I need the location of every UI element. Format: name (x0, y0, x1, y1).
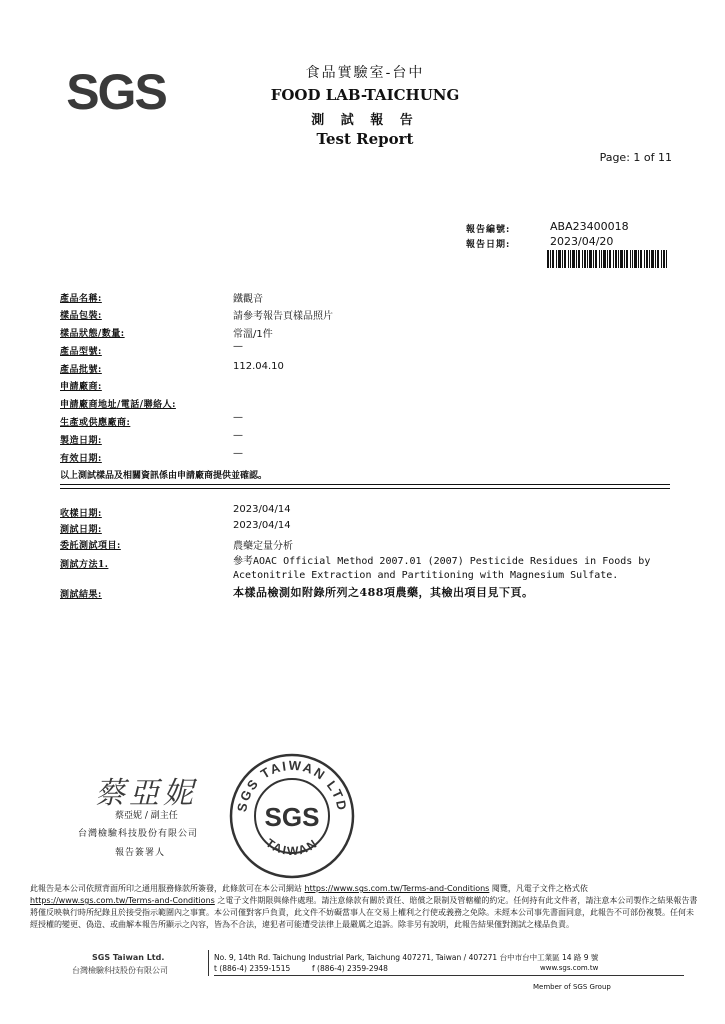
received-date-label: 收樣日期: (60, 509, 102, 519)
field-label-product-name: 產品名稱: (60, 294, 102, 304)
seal-top-text: SGS TAIWAN LTD (234, 757, 350, 814)
footer-fax: f (886-4) 2359-2948 (312, 964, 388, 973)
test-items-label: 委託測試項目: (60, 541, 121, 551)
report-number-value: ABA23400018 (550, 220, 629, 233)
field-label-applicant-contact: 申請廠商地址/電話/聯絡人: (60, 400, 176, 410)
signatory-company: 台灣檢驗科技股份有限公司 (78, 829, 199, 839)
test-method-label: 測試方法1. (60, 560, 109, 570)
footer-company-cn: 台灣檢驗科技股份有限公司 (72, 966, 168, 975)
field-label-mfg-date: 製造日期: (60, 436, 102, 446)
disclaimer-text-2: 之電子文件期限與條件處理。請注意條款有關於責任、賠償之限制及管轄權的約定。任何持有此文件者，請注意本公司製作之結果報告書將僅反映執行時所紀錄且於接受指示範圍內之事實。本公司僅對客戶負責，此文件不妨礙當事人在交易上權利之行使或義務之免除。未經本公司事先書面同意，此報告不可部份複製。任何未經授權的變更、偽造、或曲解本報告所顯示之內容，皆為不合法，違犯者可能遭受法律上最嚴厲之追訴。除非另有說明，此報告結果僅對測試之樣品負責。 (30, 896, 698, 929)
disclaimer (30, 883, 698, 931)
seal-center-text: SGS (264, 802, 320, 832)
terms-link-2[interactable]: https://www.sgs.com.tw/Terms-and-Conditions (30, 896, 215, 905)
received-date-value: 2023/04/14 (233, 504, 291, 515)
section-divider-bottom (60, 488, 670, 489)
field-value-expiry-date: — (233, 448, 243, 459)
lab-name-en: FOOD LAB-TAICHUNG (270, 86, 460, 104)
sgs-logo (66, 64, 166, 116)
report-number-label: 報告編號: (466, 225, 511, 235)
test-result-label: 測試結果: (60, 590, 102, 600)
disclaimer-text-1b: 閱覽，凡電子文件之格式依 (491, 884, 588, 893)
test-date-label: 測試日期: (60, 525, 102, 535)
field-value-manufacturer: — (233, 412, 243, 423)
test-method-value: 參考AOAC Official Method 2007.01 (2007) Pesticide Residues in Foods by Acetonitrile Extraction and Partitioning with Magnesium Sulfate. (233, 556, 651, 581)
field-label-condition: 樣品狀態/數量: (60, 329, 125, 339)
report-date-label: 報告日期: (466, 240, 511, 250)
terms-link-1[interactable]: https://www.sgs.com.tw/Terms-and-Conditions (304, 884, 490, 893)
field-label-packaging: 樣品包裝: (60, 311, 102, 321)
sgs-taiwan-seal (228, 752, 356, 880)
footer-member: Member of SGS Group (533, 983, 611, 991)
field-label-applicant: 申請廠商: (60, 382, 102, 392)
report-title-en: Test Report (316, 130, 414, 148)
signatory-role: 報告簽署人 (115, 848, 166, 858)
field-value-mfg-date: — (233, 430, 243, 441)
field-label-batch: 產品批號: (60, 365, 102, 375)
report-title-cn: 測 試 報 告 (311, 113, 419, 128)
field-value-batch: 112.04.10 (233, 361, 284, 372)
footer-divider-horizontal (214, 975, 684, 976)
handwritten-signature: 蔡亞妮 (95, 776, 197, 811)
footer-tel: t (886-4) 2359-1515 (214, 964, 291, 973)
page-number: Page: 1 of 11 (599, 151, 672, 164)
field-value-model: — (233, 341, 243, 352)
field-label-manufacturer: 生產或供應廠商: (60, 418, 131, 428)
svg-text:SGS: SGS (66, 64, 166, 116)
footer-website[interactable]: www.sgs.com.tw (540, 964, 599, 972)
footer-address: No. 9, 14th Rd. Taichung Industrial Park, Taichung 407271, Taiwan / 407271 台中市台中工業區 14 路 9 號 (214, 953, 599, 962)
footer-divider-vertical (208, 950, 209, 976)
field-label-model: 產品型號: (60, 347, 102, 357)
section-divider-top (60, 484, 670, 485)
field-value-product-name: 鐵觀音 (233, 294, 263, 305)
field-label-expiry-date: 有效日期: (60, 454, 102, 464)
field-value-packaging: 請參考報告頁樣品照片 (233, 311, 333, 322)
test-items-value: 農藥定量分析 (233, 541, 293, 552)
barcode-icon (547, 250, 667, 268)
seal-bottom-text: TAIWAN (263, 835, 321, 859)
disclaimer-text-1a: 此報告是本公司依照背面所印之通用服務條款所簽發，此條款可在本公司網站 (30, 884, 302, 893)
field-value-condition: 常溫/1件 (233, 329, 273, 340)
fields-note: 以上測試樣品及相關資訊係由申請廠商提供並確認。 (60, 471, 268, 481)
footer-company-en: SGS Taiwan Ltd. (92, 953, 165, 962)
report-date-value: 2023/04/20 (550, 235, 614, 248)
signatory-name-title: 蔡亞妮 / 副主任 (115, 811, 178, 821)
lab-name-cn: 食品實驗室-台中 (305, 65, 425, 81)
test-result-value: 本樣品檢測如附錄所列之488項農藥，其檢出項目見下頁。 (233, 586, 534, 599)
test-date-value: 2023/04/14 (233, 520, 291, 531)
